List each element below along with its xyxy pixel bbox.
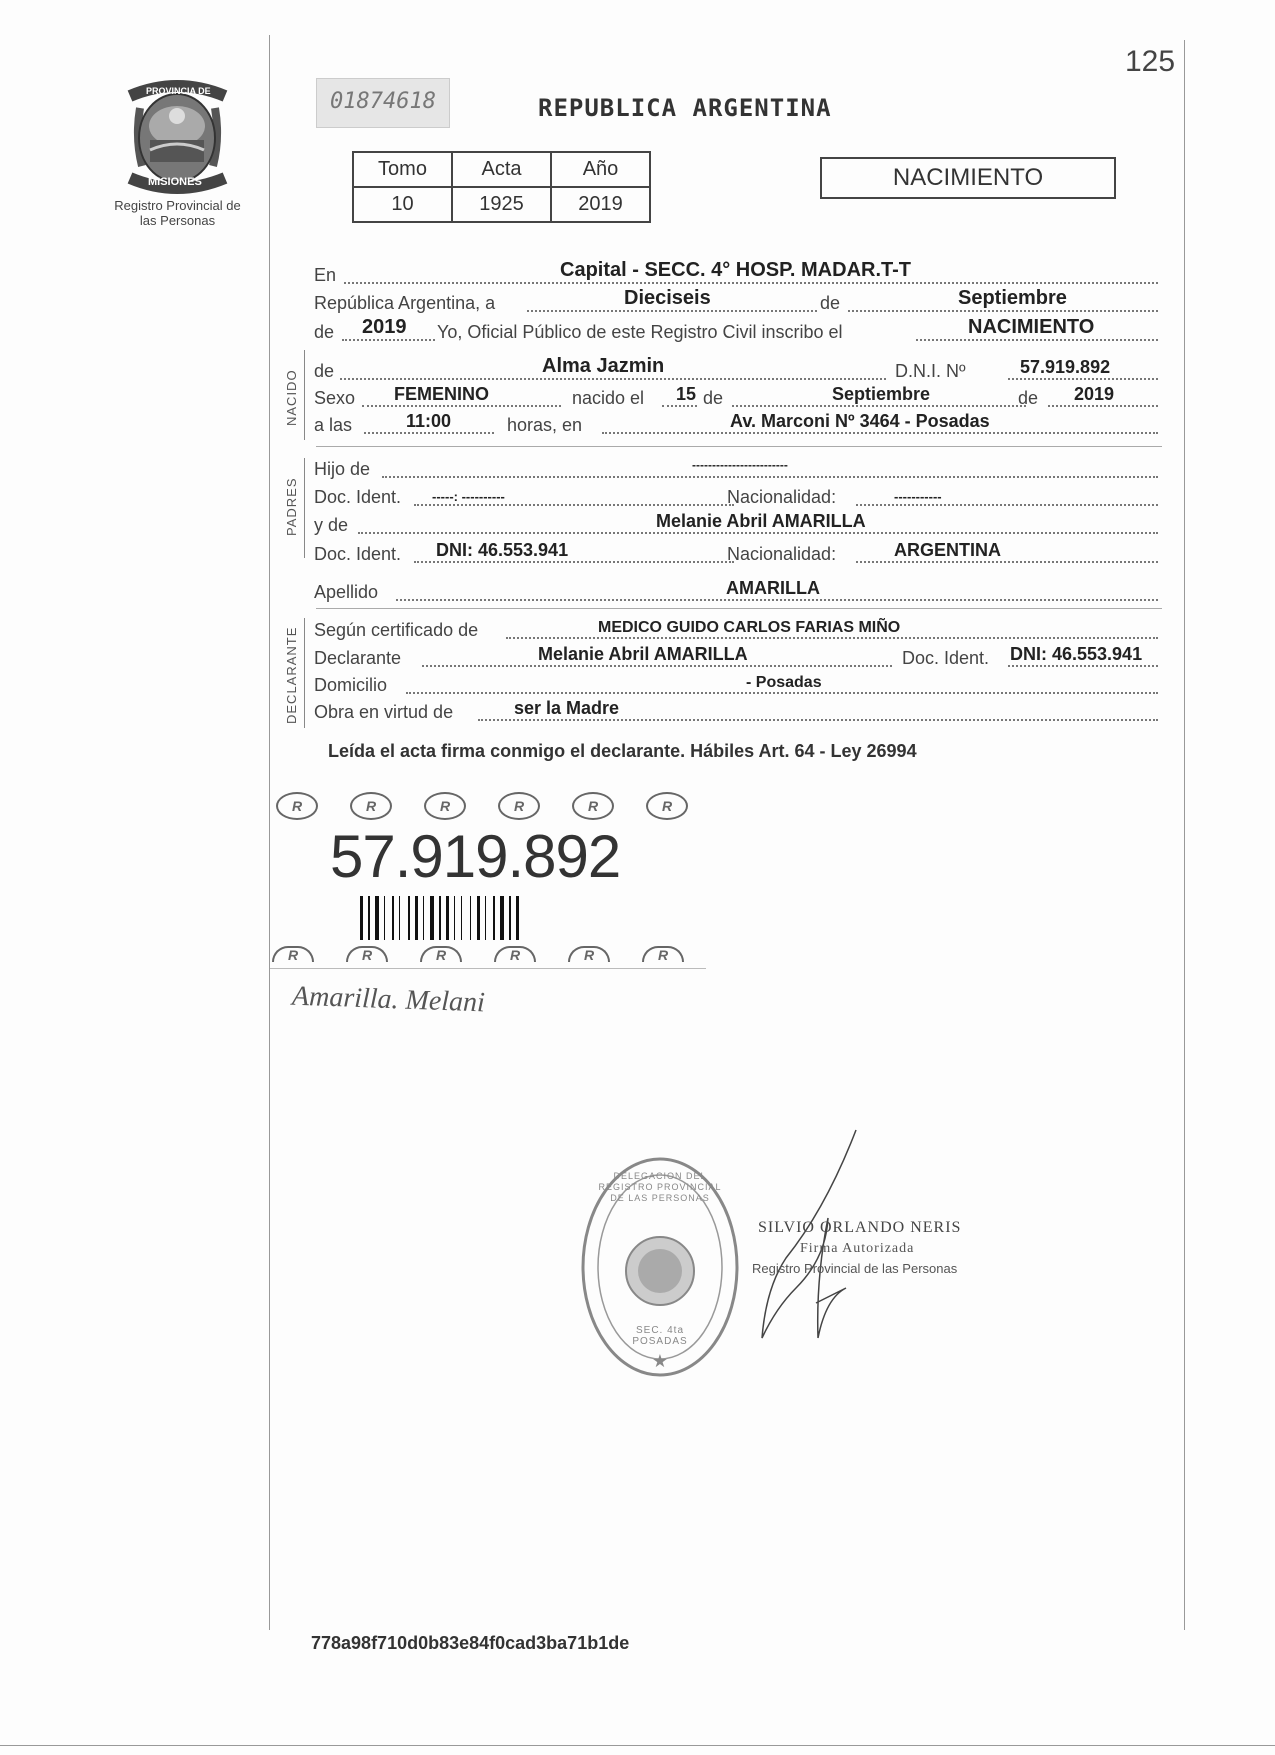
label-doc1: Doc. Ident. xyxy=(314,487,402,507)
divider-apellido xyxy=(316,608,1162,609)
barcode-bar xyxy=(415,896,418,940)
barcode-bar xyxy=(470,896,471,940)
barcode-bar xyxy=(509,896,511,940)
serial-stamp: 01874618 xyxy=(316,78,450,128)
header-acta: Acta xyxy=(452,152,551,187)
value-dni: 57.919.892 xyxy=(1020,357,1111,377)
value-birth-year: 2019 xyxy=(1074,384,1115,404)
stamp-inner-text: SEC. 4ta POSADAS xyxy=(632,1325,688,1347)
registry-logo-icon: R xyxy=(346,946,388,962)
barcode xyxy=(360,896,622,940)
label-nac1: Nacionalidad: xyxy=(727,487,837,507)
dotted-line xyxy=(732,405,1026,407)
label-republica: República Argentina, a xyxy=(314,293,496,313)
official-office: Registro Provincial de las Personas xyxy=(752,1261,958,1276)
value-year: 2019 xyxy=(362,316,407,338)
dotted-line xyxy=(602,432,1158,434)
dotted-line xyxy=(342,339,435,341)
dotted-line xyxy=(1008,378,1158,380)
row-en xyxy=(314,259,1162,286)
value-apellido: AMARILLA xyxy=(726,578,820,598)
label-dni: D.N.I. Nº xyxy=(895,361,966,381)
dotted-line xyxy=(856,561,1158,563)
dotted-line xyxy=(856,504,1158,506)
official-signature xyxy=(756,1128,866,1348)
label-nac2: Nacionalidad: xyxy=(727,544,837,564)
dotted-line xyxy=(382,476,1158,478)
value-doc1: -----: ---------- xyxy=(432,489,505,504)
barcode-sticker xyxy=(270,788,706,969)
label-obra: Obra en virtud de xyxy=(314,702,454,722)
label-inscribe: Yo, Oficial Público de este Registro Civil inscribo el xyxy=(437,322,843,342)
value-month: Septiembre xyxy=(958,287,1067,309)
official-role: Firma Autorizada xyxy=(800,1241,915,1256)
barcode-bar xyxy=(368,896,370,940)
seal-text-top: PROVINCIA DE xyxy=(146,86,211,96)
dotted-line xyxy=(848,310,1158,312)
label-a-las: a las xyxy=(314,415,353,435)
dotted-line xyxy=(478,719,1158,721)
country-title: REPUBLICA ARGENTINA xyxy=(538,94,832,122)
label-y-de: y de xyxy=(314,515,349,535)
value-hijo: ------------------------ xyxy=(692,458,788,472)
dotted-line xyxy=(506,637,1158,639)
barcode-bar xyxy=(384,896,385,940)
closing-text: Leída el acta firma conmigo el declarante. Hábiles Art. 64 - Ley 26994 xyxy=(328,741,917,761)
value-madre: Melanie Abril AMARILLA xyxy=(656,511,866,531)
barcode-bar xyxy=(461,896,462,940)
value-name: Alma Jazmin xyxy=(542,355,665,377)
barcode-bar xyxy=(446,896,449,940)
registry-logo-icon: R xyxy=(276,792,318,820)
barcode-bar xyxy=(423,896,424,940)
row-apellido xyxy=(314,578,1162,603)
value-domicilio: - Posadas xyxy=(746,674,822,691)
header-anio: Año xyxy=(551,152,650,187)
label-certificado: Según certificado de xyxy=(314,620,479,640)
dotted-line xyxy=(340,378,886,380)
label-nacido-el: nacido el xyxy=(572,388,645,408)
value-nac1: ----------- xyxy=(894,489,942,504)
value-obra: ser la Madre xyxy=(514,698,620,718)
registry-logo-icon: R xyxy=(494,946,536,962)
label-de: de xyxy=(314,361,335,381)
row-hijo xyxy=(314,458,1162,480)
label-domicilio: Domicilio xyxy=(314,675,388,695)
dotted-line xyxy=(358,532,1158,534)
value-birth-month: Septiembre xyxy=(832,384,931,404)
registry-logo-icon: R xyxy=(350,792,392,820)
dotted-line xyxy=(406,692,1158,694)
row-republica xyxy=(314,287,1162,314)
label-sexo: Sexo xyxy=(314,388,356,408)
label-en: En xyxy=(314,265,337,285)
value-nac2: ARGENTINA xyxy=(894,540,1001,560)
sticker-number: 57.919.892 xyxy=(330,823,621,890)
coat-of-arms xyxy=(120,78,235,196)
row-nacido-sexo xyxy=(314,384,1162,409)
row-certificado xyxy=(314,619,1162,641)
label-de: de xyxy=(820,293,841,313)
value-sexo: FEMENINO xyxy=(394,384,490,404)
barcode-bar xyxy=(399,896,400,940)
barcode-bar xyxy=(439,896,441,940)
label-de2: de xyxy=(314,322,335,342)
stamp-ring-text: DELEGACION DEL REGISTRO PROVINCIAL DE LAS PERSONAS xyxy=(598,1171,722,1203)
record-table xyxy=(352,151,651,223)
svg-text:★: ★ xyxy=(651,1351,669,1371)
row-nacido-name xyxy=(314,355,1162,382)
registry-logo-icon: R xyxy=(498,792,540,820)
dotted-line xyxy=(422,665,892,667)
right-margin-line xyxy=(1184,40,1185,1630)
nacido-section-line xyxy=(304,350,305,440)
value-place: Av. Marconi Nº 3464 - Posadas xyxy=(730,411,990,431)
value-doc2: DNI: 46.553.941 xyxy=(436,540,569,560)
row-doc2 xyxy=(314,540,1162,565)
value-birth-day: 15 xyxy=(676,384,697,404)
barcode-bar xyxy=(375,896,379,940)
dotted-line xyxy=(662,405,697,407)
dotted-line xyxy=(362,405,561,407)
dotted-line xyxy=(414,561,734,563)
barcode-bar xyxy=(500,896,504,940)
barcode-bar xyxy=(493,896,495,940)
label-doc2: Doc. Ident. xyxy=(314,544,402,564)
value-time: 11:00 xyxy=(406,411,452,431)
value-acta: 1925 xyxy=(452,187,551,222)
padres-section-line xyxy=(304,458,305,558)
value-tomo: 10 xyxy=(353,187,452,222)
registry-name: Registro Provincial de las Personas xyxy=(114,198,241,228)
value-anio: 2019 xyxy=(551,187,650,222)
row-domicilio xyxy=(314,674,1162,696)
barcode-bar xyxy=(408,896,410,940)
official-stamp xyxy=(580,1155,740,1380)
value-declarante: Melanie Abril AMARILLA xyxy=(538,644,748,664)
document-hash: 778a98f710d0b83e84f0cad3ba71b1de xyxy=(311,1633,630,1653)
dotted-line xyxy=(1008,665,1158,667)
declarante-section-label: DECLARANTE xyxy=(284,626,299,724)
record-type-box: NACIMIENTO xyxy=(820,157,1116,199)
label-declarante: Declarante xyxy=(314,648,402,668)
value-en: Capital - SECC. 4° HOSP. MADAR.T-T xyxy=(560,259,912,281)
value-certificado: MEDICO GUIDO CARLOS FARIAS MIÑO xyxy=(598,619,901,636)
dotted-line xyxy=(414,504,734,506)
dotted-line xyxy=(396,599,1158,601)
label-de-year: de xyxy=(1018,388,1039,408)
registry-logo-icon: R xyxy=(646,792,688,820)
barcode-bar xyxy=(360,896,363,940)
registry-logo-icon: R xyxy=(420,946,462,962)
value-day: Dieciseis xyxy=(624,287,711,309)
dotted-line xyxy=(344,282,1158,284)
dotted-line xyxy=(1048,405,1158,407)
seal-text-bottom: MISIONES xyxy=(148,176,202,188)
declarant-signature: Amarilla. Melani xyxy=(291,980,486,1019)
registry-logo-icon: R xyxy=(272,946,314,962)
row-nacido-hora xyxy=(314,411,1162,436)
label-horas: horas, en xyxy=(507,415,583,435)
barcode-bar xyxy=(516,896,519,940)
divider-nacido xyxy=(316,446,1162,447)
nacido-section-label: NACIDO xyxy=(284,369,299,426)
barcode-bar xyxy=(454,896,455,940)
barcode-bar xyxy=(477,896,480,940)
label-doc-decl: Doc. Ident. xyxy=(902,648,990,668)
value-doc-decl: DNI: 46.553.941 xyxy=(1010,644,1143,664)
official-name: SILVIO ORLANDO NERIS xyxy=(758,1219,962,1236)
barcode-bar xyxy=(430,896,434,940)
dotted-line xyxy=(364,432,494,434)
row-madre xyxy=(314,511,1162,536)
label-hijo: Hijo de xyxy=(314,459,371,479)
registry-logo-icon: R xyxy=(424,792,466,820)
header-tomo: Tomo xyxy=(353,152,452,187)
row-obra xyxy=(314,698,1162,723)
signature-scribble-icon xyxy=(756,1128,866,1348)
barcode-bar xyxy=(392,896,394,940)
declarante-section-line xyxy=(304,618,305,728)
value-inscribe: NACIMIENTO xyxy=(968,316,1095,338)
row-doc1 xyxy=(314,486,1162,508)
registry-logo-icon: R xyxy=(642,946,684,962)
padres-section-label: PADRES xyxy=(284,477,299,536)
bottom-edge-line xyxy=(0,1745,1275,1746)
row-inscribe xyxy=(314,316,1162,343)
label-de-month: de xyxy=(703,388,724,408)
row-declarante xyxy=(314,644,1162,669)
registry-logo-icon: R xyxy=(568,946,610,962)
registry-logo-icon: R xyxy=(572,792,614,820)
page-number: 125 xyxy=(1125,45,1176,78)
label-apellido: Apellido xyxy=(314,582,379,602)
dotted-line xyxy=(527,310,817,312)
dotted-line xyxy=(916,339,1158,341)
barcode-bar xyxy=(485,896,486,940)
